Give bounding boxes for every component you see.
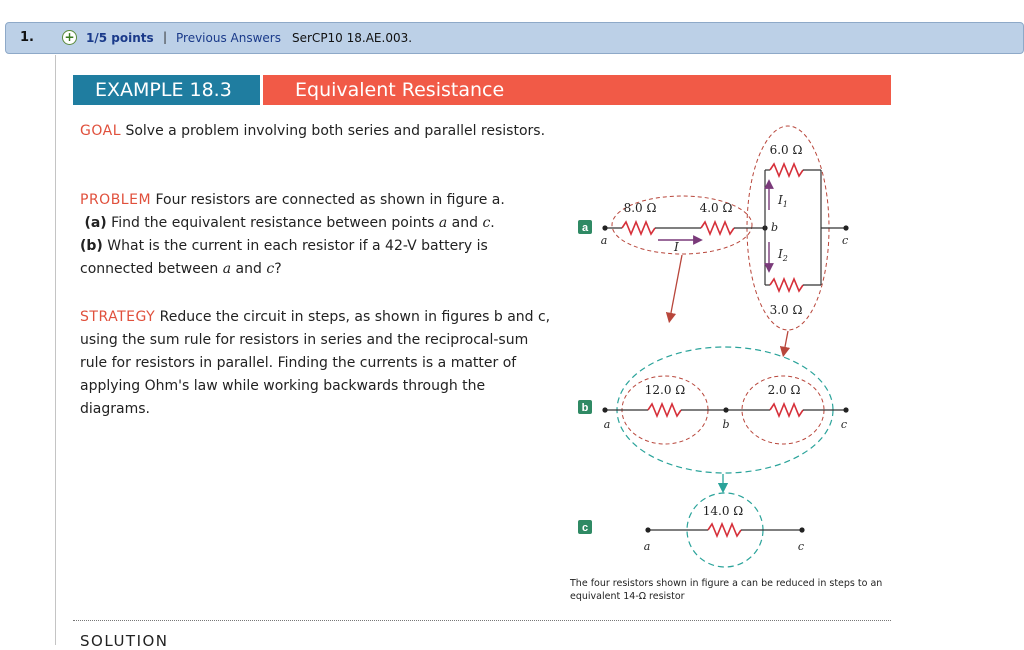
resistor-8-ohm	[622, 222, 655, 234]
label-current-i2: $I_2$	[778, 247, 788, 263]
example-banner	[73, 75, 891, 105]
panel-a-badge-label: a	[581, 222, 589, 234]
resistor-12-ohm	[648, 404, 681, 416]
strategy-label: STRATEGY	[80, 309, 156, 325]
node-a	[602, 225, 607, 230]
label-node-b: b	[771, 221, 779, 234]
part-b-and: and	[231, 261, 267, 277]
example-title: Equivalent Resistance	[295, 79, 505, 101]
part-a-label: (a)	[84, 215, 107, 231]
label-b-node-a: a	[603, 418, 611, 431]
circuit-diagram	[570, 118, 886, 574]
label-4-ohm: 4.0 Ω	[699, 201, 733, 215]
strategy-text: Reduce the circuit in steps, as shown in figures b and c, using the sum rule for resistors in series and the reciprocal-sum rule for resistors in parallel. Finding the currents is a matter of applying Ohm's law while working backwards through the diagrams.	[80, 309, 551, 417]
resistor-4-ohm	[701, 222, 734, 234]
resistor-3-ohm	[770, 279, 803, 291]
problem-paragraph	[80, 189, 558, 281]
label-node-c: c	[842, 234, 849, 247]
label-current-i: I	[674, 240, 679, 254]
part-b-label: (b)	[80, 238, 103, 254]
question-code: SerCP10 18.AE.003.	[292, 31, 413, 45]
solution-heading: SOLUTION	[80, 632, 169, 650]
label-12-ohm: 12.0 Ω	[644, 383, 686, 397]
resistor-14-ohm	[708, 524, 741, 536]
part-a-text: Find the equivalent resistance between points	[106, 215, 439, 231]
label-2-ohm: 2.0 Ω	[767, 383, 801, 397]
label-b-node-b: b	[722, 418, 730, 431]
part-b-var-a: a	[222, 261, 232, 277]
question-number: 1.	[20, 30, 34, 45]
part-a-var-a: a	[438, 215, 448, 231]
dotted-divider	[73, 620, 891, 621]
left-divider	[55, 55, 56, 645]
strategy-paragraph	[80, 306, 558, 421]
part-b-end: ?	[274, 261, 282, 277]
node-b-c	[843, 407, 848, 412]
part-a-end: .	[490, 215, 495, 231]
reduction-arrow-parallel	[784, 331, 788, 352]
goal-label: GOAL	[80, 123, 121, 139]
question-header-bar	[5, 22, 1024, 54]
node-b-b	[723, 407, 728, 412]
reduction-arrow-series	[670, 255, 682, 318]
label-3-ohm: 3.0 Ω	[769, 303, 803, 317]
expand-plus-icon[interactable]: +	[62, 30, 77, 45]
node-b-a	[602, 407, 607, 412]
resistor-6-ohm	[770, 164, 803, 176]
panel-b	[578, 347, 849, 488]
part-a-and: and	[447, 215, 483, 231]
figure-caption: The four resistors shown in figure a can be reduced in steps to an equivalent 14-Ω resistor	[570, 578, 883, 602]
label-node-a: a	[600, 234, 608, 247]
goal-text: Solve a problem involving both series and parallel resistors.	[121, 123, 546, 139]
label-b-node-c: c	[840, 418, 848, 431]
label-c-node-c: c	[797, 540, 805, 553]
part-b-text: What is the current in each resistor if a 42-V battery is connected between	[80, 238, 488, 277]
points-score: 1/5 points	[86, 31, 154, 45]
node-c	[843, 225, 848, 230]
node-c-a	[645, 527, 650, 532]
label-current-i1: $I_1$	[778, 193, 788, 209]
node-c-c	[799, 527, 804, 532]
label-6-ohm: 6.0 Ω	[769, 143, 803, 157]
label-8-ohm: 8.0 Ω	[623, 201, 657, 215]
problem-intro: Four resistors are connected as shown in figure a.	[151, 192, 505, 208]
panel-b-badge-label: b	[581, 402, 589, 414]
panel-a	[578, 126, 849, 352]
separator: |	[163, 30, 168, 44]
panel-c	[578, 493, 805, 567]
label-14-ohm: 14.0 Ω	[702, 504, 744, 518]
part-b-var-c: c	[266, 261, 275, 277]
resistor-2-ohm	[770, 404, 803, 416]
label-c-node-a: a	[643, 540, 651, 553]
part-a-var-c: c	[482, 215, 491, 231]
problem-label: PROBLEM	[80, 192, 152, 208]
goal-paragraph	[80, 120, 558, 143]
panel-c-badge-label: c	[581, 522, 589, 534]
example-number: EXAMPLE 18.3	[73, 75, 263, 105]
previous-answers-link[interactable]: Previous Answers	[176, 31, 281, 45]
